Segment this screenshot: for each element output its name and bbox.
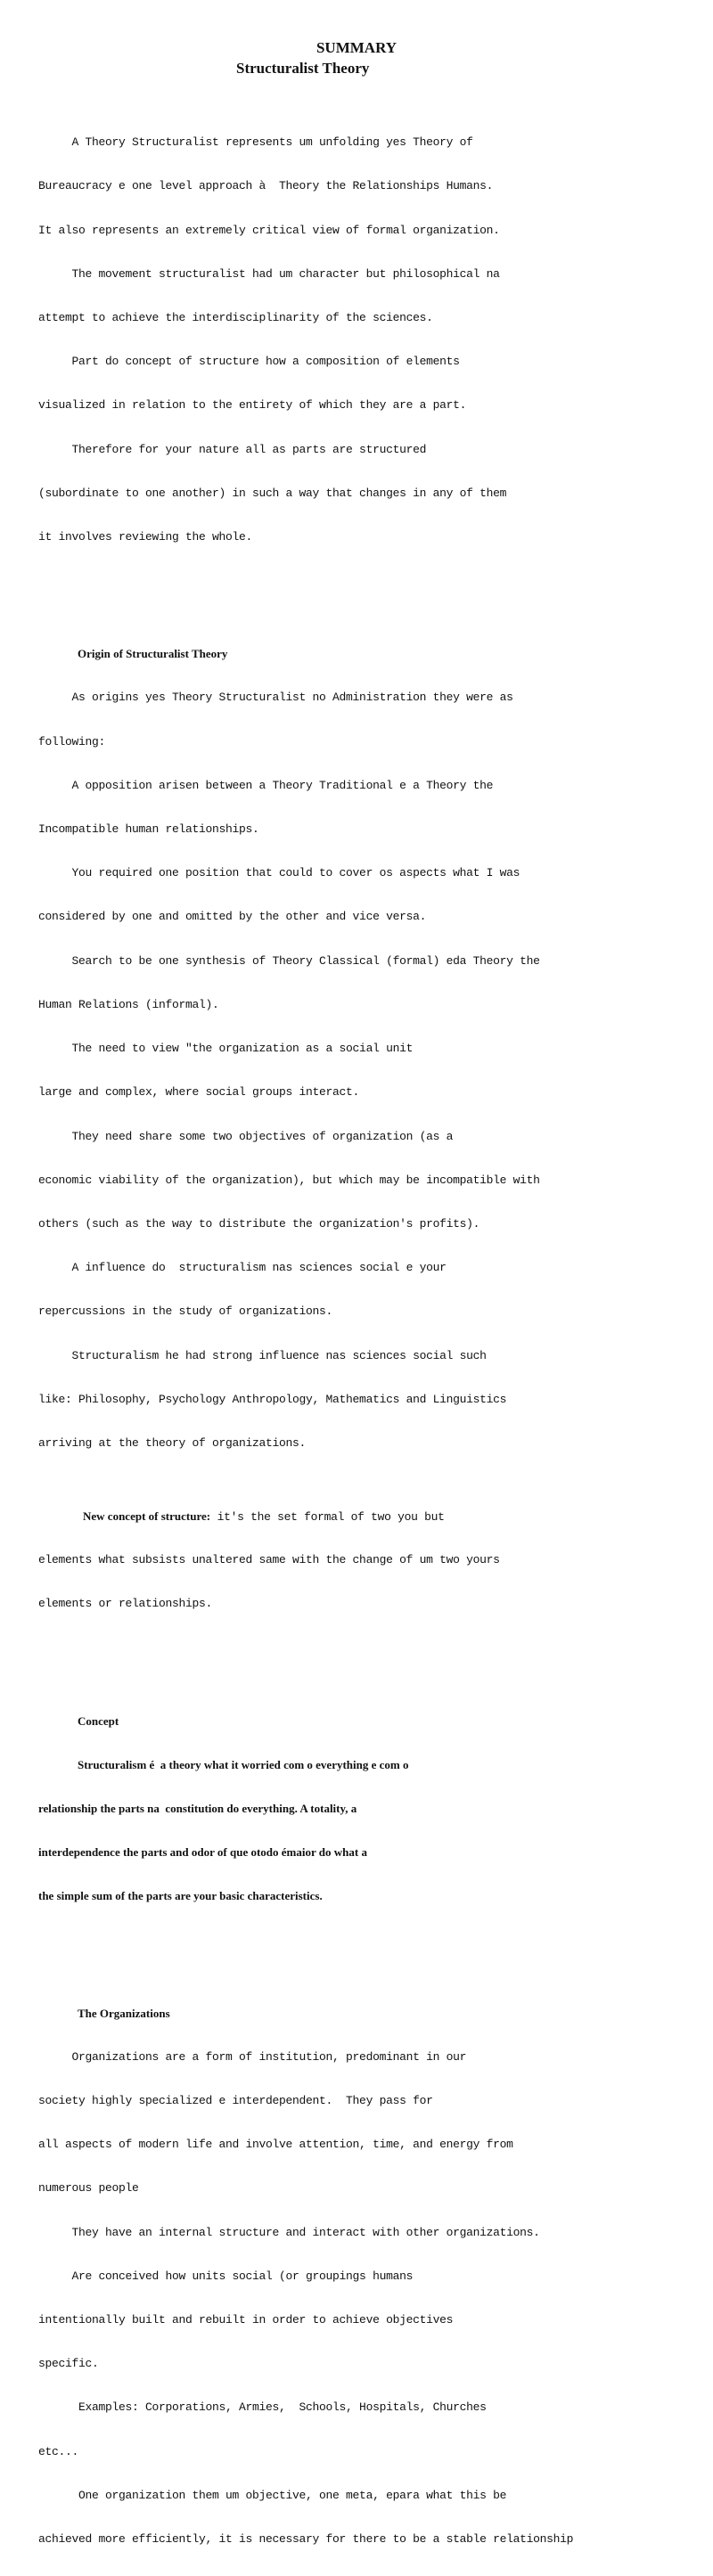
text-line: The need to view "the organization as a social unit — [38, 1042, 414, 1056]
text-line: Bureaucracy e one level approach à Theory the Relationships Humans. — [38, 179, 494, 193]
text-line: Part do concept of structure how a composition of elements — [38, 355, 460, 369]
spacer — [38, 574, 684, 588]
text-line: elements what subsists unaltered same with the change of um two yours — [38, 1553, 500, 1567]
text-line: They have an internal structure and interact with other organizations. — [38, 2225, 540, 2239]
text-line: Are conceived how units social (or groupings humans — [38, 2269, 414, 2283]
document-title: SUMMARY — [316, 39, 397, 56]
text-line: It also represents an extremely critical view of formal organization. — [38, 223, 500, 237]
text-line: elements or relationships. — [38, 1597, 213, 1611]
section-heading-organizations: The Organizations — [78, 2006, 170, 2020]
text-line: considered by one and omitted by the other and vice versa. — [38, 910, 427, 924]
text-line: They need share some two objectives of organization (as a — [38, 1129, 454, 1143]
concept-line: Structuralism é a theory what it worried com o everything e com o — [78, 1757, 409, 1771]
text-line: Organizations are a form of institution, predominant in our — [38, 2049, 467, 2064]
text-line: achieved more efficiently, it is necessary for there to be a stable relationship — [38, 2532, 574, 2547]
text-line: it involves reviewing the whole. — [38, 530, 253, 544]
new-concept-text: it's the set formal of two you but — [210, 1509, 445, 1524]
text-line: Structuralism he had strong influence nas sciences social such — [38, 1348, 487, 1362]
text-line: attempt to achieve the interdisciplinarity of the sciences. — [38, 311, 433, 325]
text-line: etc... — [38, 2444, 79, 2458]
text-line: like: Philosophy, Psychology Anthropology, Mathematics and Linguistics — [38, 1392, 507, 1406]
text-line: following: — [38, 734, 106, 748]
text-line: One organization them um objective, one meta, epara what this be — [38, 2488, 507, 2502]
new-concept-line — [38, 1509, 684, 1524]
document-body — [38, 92, 684, 2576]
text-line: (subordinate to one another) in such a way that changes in any of them — [38, 486, 507, 500]
text-line: arriving at the theory of organizations. — [38, 1435, 307, 1450]
text-line: A opposition arisen between a Theory Traditional e a Theory the — [38, 778, 494, 792]
concept-line: interdependence the parts and odor of que otodo émaior do what a — [38, 1845, 367, 1860]
text-line: A Theory Structuralist represents um unfolding yes Theory of — [38, 135, 473, 150]
new-concept-label: New concept of structure: — [83, 1509, 211, 1523]
text-line: The movement structuralist had um character but philosophical na — [38, 266, 500, 281]
text-line: Therefore for your nature all as parts are structured — [38, 442, 427, 456]
concept-line: the simple sum of the parts are your basic characteristics. — [38, 1889, 323, 1903]
text-line: society highly specialized e interdependent. They pass for — [38, 2094, 433, 2107]
text-line: Search to be one synthesis of Theory Classical (formal) eda Theory the — [38, 953, 540, 968]
text-line: Human Relations (informal). — [38, 997, 219, 1011]
text-line: large and complex, where social groups interact. — [38, 1085, 360, 1100]
text-line: all aspects of modern life and involve attention, time, and energy from — [38, 2138, 513, 2152]
text-line: repercussions in the study of organizations. — [38, 1304, 333, 1319]
text-line: numerous people — [38, 2181, 139, 2196]
section-heading-concept: Concept — [78, 1713, 119, 1728]
text-line: economic viability of the organization), but which may be incompatible with — [38, 1173, 540, 1187]
text-line: intentionally built and rebuilt in order to achieve objectives — [38, 2313, 454, 2327]
text-line: visualized in relation to the entirety of which they are a part. — [38, 398, 467, 413]
text-line: Incompatible human relationships. — [38, 822, 259, 837]
document-subtitle: Structuralist Theory — [236, 60, 370, 77]
text-line: Examples: Corporations, Armies, Schools, Hospitals, Churches — [38, 2400, 487, 2415]
text-line: As origins yes Theory Structuralist no Administration they were as — [38, 691, 513, 705]
text-line: specific. — [38, 2357, 99, 2371]
section-heading-origin: Origin of Structuralist Theory — [78, 647, 228, 661]
spacer — [38, 1641, 684, 1656]
text-line: You required one position that could to cover os aspects what I was — [38, 866, 520, 880]
concept-line: relationship the parts na constitution do everything. A totality, a — [38, 1801, 357, 1815]
text-line: A influence do structuralism nas sciences social e your — [38, 1261, 447, 1275]
text-line: others (such as the way to distribute the organization's profits). — [38, 1216, 480, 1231]
spacer — [38, 1934, 684, 1948]
